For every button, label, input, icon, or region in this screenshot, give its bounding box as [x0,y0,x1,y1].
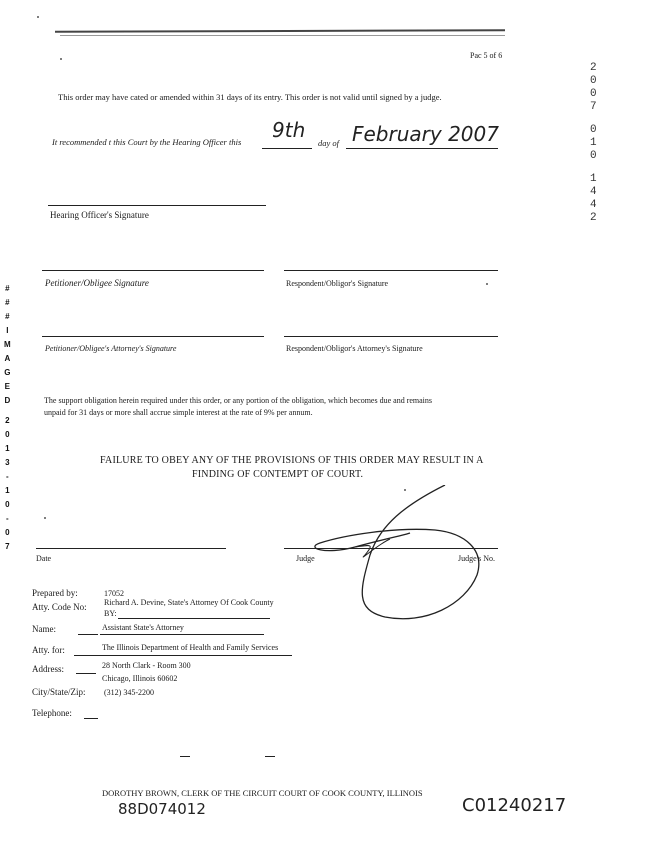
petitioner-attorney-signature-line [42,336,264,337]
handwritten-case-number: 88D074012 [118,800,206,818]
petitioner-signature-line [42,270,264,271]
respondent-attorney-signature-label: Respondent/Obligor's Attorney's Signature [286,344,423,353]
name-label: Name: [32,624,56,634]
atty-for-label: Atty. for: [32,645,65,655]
judge-line [284,548,498,549]
interest-text-line-2: unpaid for 31 days or more shall accrue simple interest at the rate of 9% per annum. [44,408,313,417]
handwritten-reference-number: C01240217 [462,795,567,816]
name-short-line [78,634,98,635]
petitioner-signature-label: Petitioner/Obligee Signature [45,278,149,288]
speck [60,58,62,60]
respondent-signature-line [284,270,498,271]
page-label: Pac 5 of 6 [470,51,503,60]
stray-dash-2 [265,756,275,757]
judge-label: Judge [296,554,315,563]
left-margin-label: # # # I M A G E D 2 0 1 3 - 1 0 - 0 7 [4,284,11,551]
speck [486,283,488,285]
address-value-2: Chicago, Illinois 60602 [102,674,178,683]
address-label: Address: [32,664,64,674]
judge-no-label: Judge's No. [458,554,495,563]
hearing-officer-signature-label: Hearing Officer's Signature [50,210,149,220]
date-label: Date [36,554,52,563]
petitioner-attorney-signature-label: Petitioner/Obligee's Attorney's Signature [45,344,177,353]
atty-code-label: Atty. Code No: [32,602,87,612]
by-line [118,618,270,619]
date-line [36,548,226,549]
recommendation-day: 9th [272,118,306,142]
atty-for-value: The Illinois Department of Health and Family Services [102,643,279,652]
name-line [100,634,264,635]
atty-for-line [74,655,292,656]
top-border-shadow [60,35,505,36]
address-value-1: 28 North Clark - Room 300 [102,661,191,670]
name-value: Assistant State's Attorney [102,623,184,632]
by-label: BY: [104,609,117,618]
recommendation-prefix: It recommended t this Court by the Hearing Officer this [52,137,242,147]
speck [44,517,46,519]
speck [37,16,39,18]
right-margin-number: 2 0 0 7 0 1 0 1 4 4 2 [590,62,597,224]
recommendation-month-year: February 2007 [352,122,499,146]
city-state-zip-value: (312) 345-2200 [104,688,154,697]
top-border-line [55,29,505,33]
telephone-line [84,718,98,719]
address-short-line [76,673,96,674]
hearing-officer-signature-line [48,205,266,206]
city-state-zip-label: City/State/Zip: [32,687,86,697]
contempt-warning-line-1: FAILURE TO OBEY ANY OF THE PROVISIONS OF THIS ORDER MAY RESULT IN A [100,455,484,466]
speck [404,489,406,491]
prepared-by-label: Prepared by: [32,588,78,598]
contempt-warning-line-2: FINDING OF CONTEMPT OF COURT. [192,469,364,480]
stray-dash-1 [180,756,190,757]
month-blank-line [346,148,498,149]
respondent-attorney-signature-line [284,336,498,337]
respondent-signature-label: Respondent/Obligor's Signature [286,279,389,288]
prepared-by-value: 17052 [104,589,124,598]
interest-text-line-1: The support obligation herein required under this order, or any portion of the obligation, which becomes due and remains [44,396,433,405]
day-blank-line [262,148,312,149]
atty-code-value: Richard A. Devine, State's Attorney Of Cook County [104,598,274,607]
clerk-text: DOROTHY BROWN, CLERK OF THE CIRCUIT COURT OF COOK COUNTY, ILLINOIS [102,788,423,798]
recommendation-day-of: day of [318,138,340,148]
notice-text: This order may have cated or amended within 31 days of its entry. This order is not valid until signed by a judge. [58,92,442,102]
telephone-label: Telephone: [32,708,72,718]
